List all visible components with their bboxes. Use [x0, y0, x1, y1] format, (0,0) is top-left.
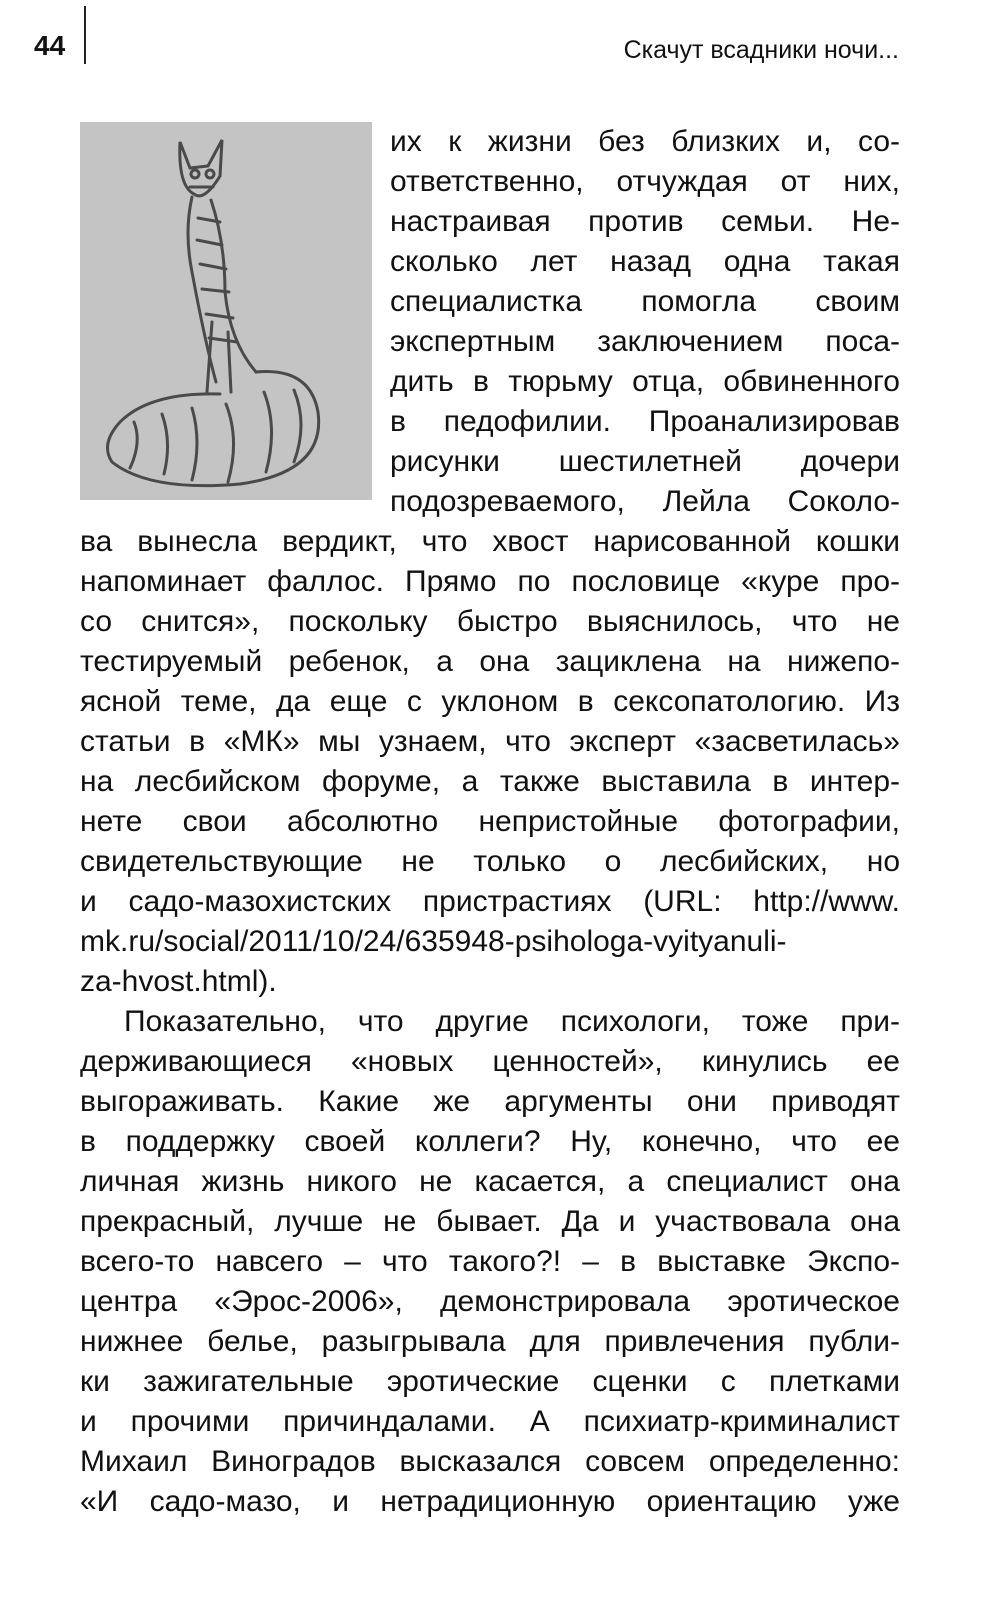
text-line: и садо-мазохистских пристрастиях (URL: http://www.	[80, 885, 900, 918]
text-line: Михаил Виноградов высказался совсем определенно:	[80, 1445, 900, 1478]
running-title: Скачут всадники ночи...	[623, 36, 899, 64]
text-line: сколько лет назад одна такая	[390, 245, 900, 278]
text-line: mk.ru/social/2011/10/24/635948-psihologa-vyityanuli-	[80, 925, 787, 958]
text-line: всего-то навсего – что такого?! – в выставке Экспо-	[80, 1245, 900, 1278]
text-line: подозреваемого, Лейла Соколо-	[390, 485, 900, 518]
text-line: рисунки шестилетней дочери	[390, 445, 900, 478]
text-line: в поддержку своей коллеги? Ну, конечно, что ее	[80, 1125, 900, 1158]
text-line: напоминает фаллос. Прямо по пословице «куре про-	[80, 565, 900, 598]
text-line: нете свои абсолютно непристойные фотографии,	[80, 805, 900, 838]
text-line: экспертным заключением поса-	[390, 325, 900, 358]
text-line: в педофилии. Проанализировав	[390, 405, 900, 438]
text-line: центра «Эрос-2006», демонстрировала эротическое	[80, 1285, 900, 1318]
text-line: ответственно, отчуждая от них,	[390, 165, 900, 198]
text-line: со снится», поскольку быстро выяснилось, что не	[80, 605, 900, 638]
text-line: тестируемый ребенок, а она зациклена на нижепо-	[80, 645, 900, 678]
text-line: личная жизнь никого не касается, а специалист она	[80, 1165, 900, 1198]
cat-drawing-illustration	[80, 122, 372, 500]
text-line: специалистка помогла своим	[390, 285, 900, 318]
text-line: держивающиеся «новых ценностей», кинулись ее	[80, 1045, 900, 1078]
text-line: ясной теме, да еще с уклоном в сексопатологию. Из	[80, 685, 900, 718]
text-line: выгораживать. Какие же аргументы они приводят	[80, 1085, 900, 1118]
text-line: на лесбийском форуме, а также выставила в интер-	[80, 765, 900, 798]
text-line: нижнее белье, разыгрывала для привлечения публи-	[80, 1325, 900, 1358]
text-line: и прочими причиндалами. А психиатр-криминалист	[80, 1405, 900, 1438]
text-line: свидетельствующие не только о лесбийских, но	[80, 845, 900, 878]
text-line: ки зажигательные эротические сценки с плетками	[80, 1365, 900, 1398]
text-line: настраивая против семьи. Не-	[390, 205, 900, 238]
text-line: статьи в «МК» мы узнаем, что эксперт «засветилась»	[80, 725, 900, 758]
text-line: Показательно, что другие психологи, тоже при-	[124, 1005, 900, 1038]
text-line: «И садо-мазо, и нетрадиционную ориентацию уже	[80, 1485, 900, 1518]
text-line: дить в тюрьму отца, обвиненного	[390, 365, 900, 398]
text-line: za-hvost.html).	[80, 965, 277, 998]
page-number: 44	[34, 30, 66, 61]
text-line: ва вынесла вердикт, что хвост нарисованной кошки	[80, 525, 900, 558]
cat-drawing-icon	[80, 122, 372, 500]
text-line: их к жизни без близких и, со-	[390, 125, 900, 158]
text-line: прекрасный, лучше не бывает. Да и участвовала она	[80, 1205, 900, 1238]
header-divider	[84, 6, 86, 64]
